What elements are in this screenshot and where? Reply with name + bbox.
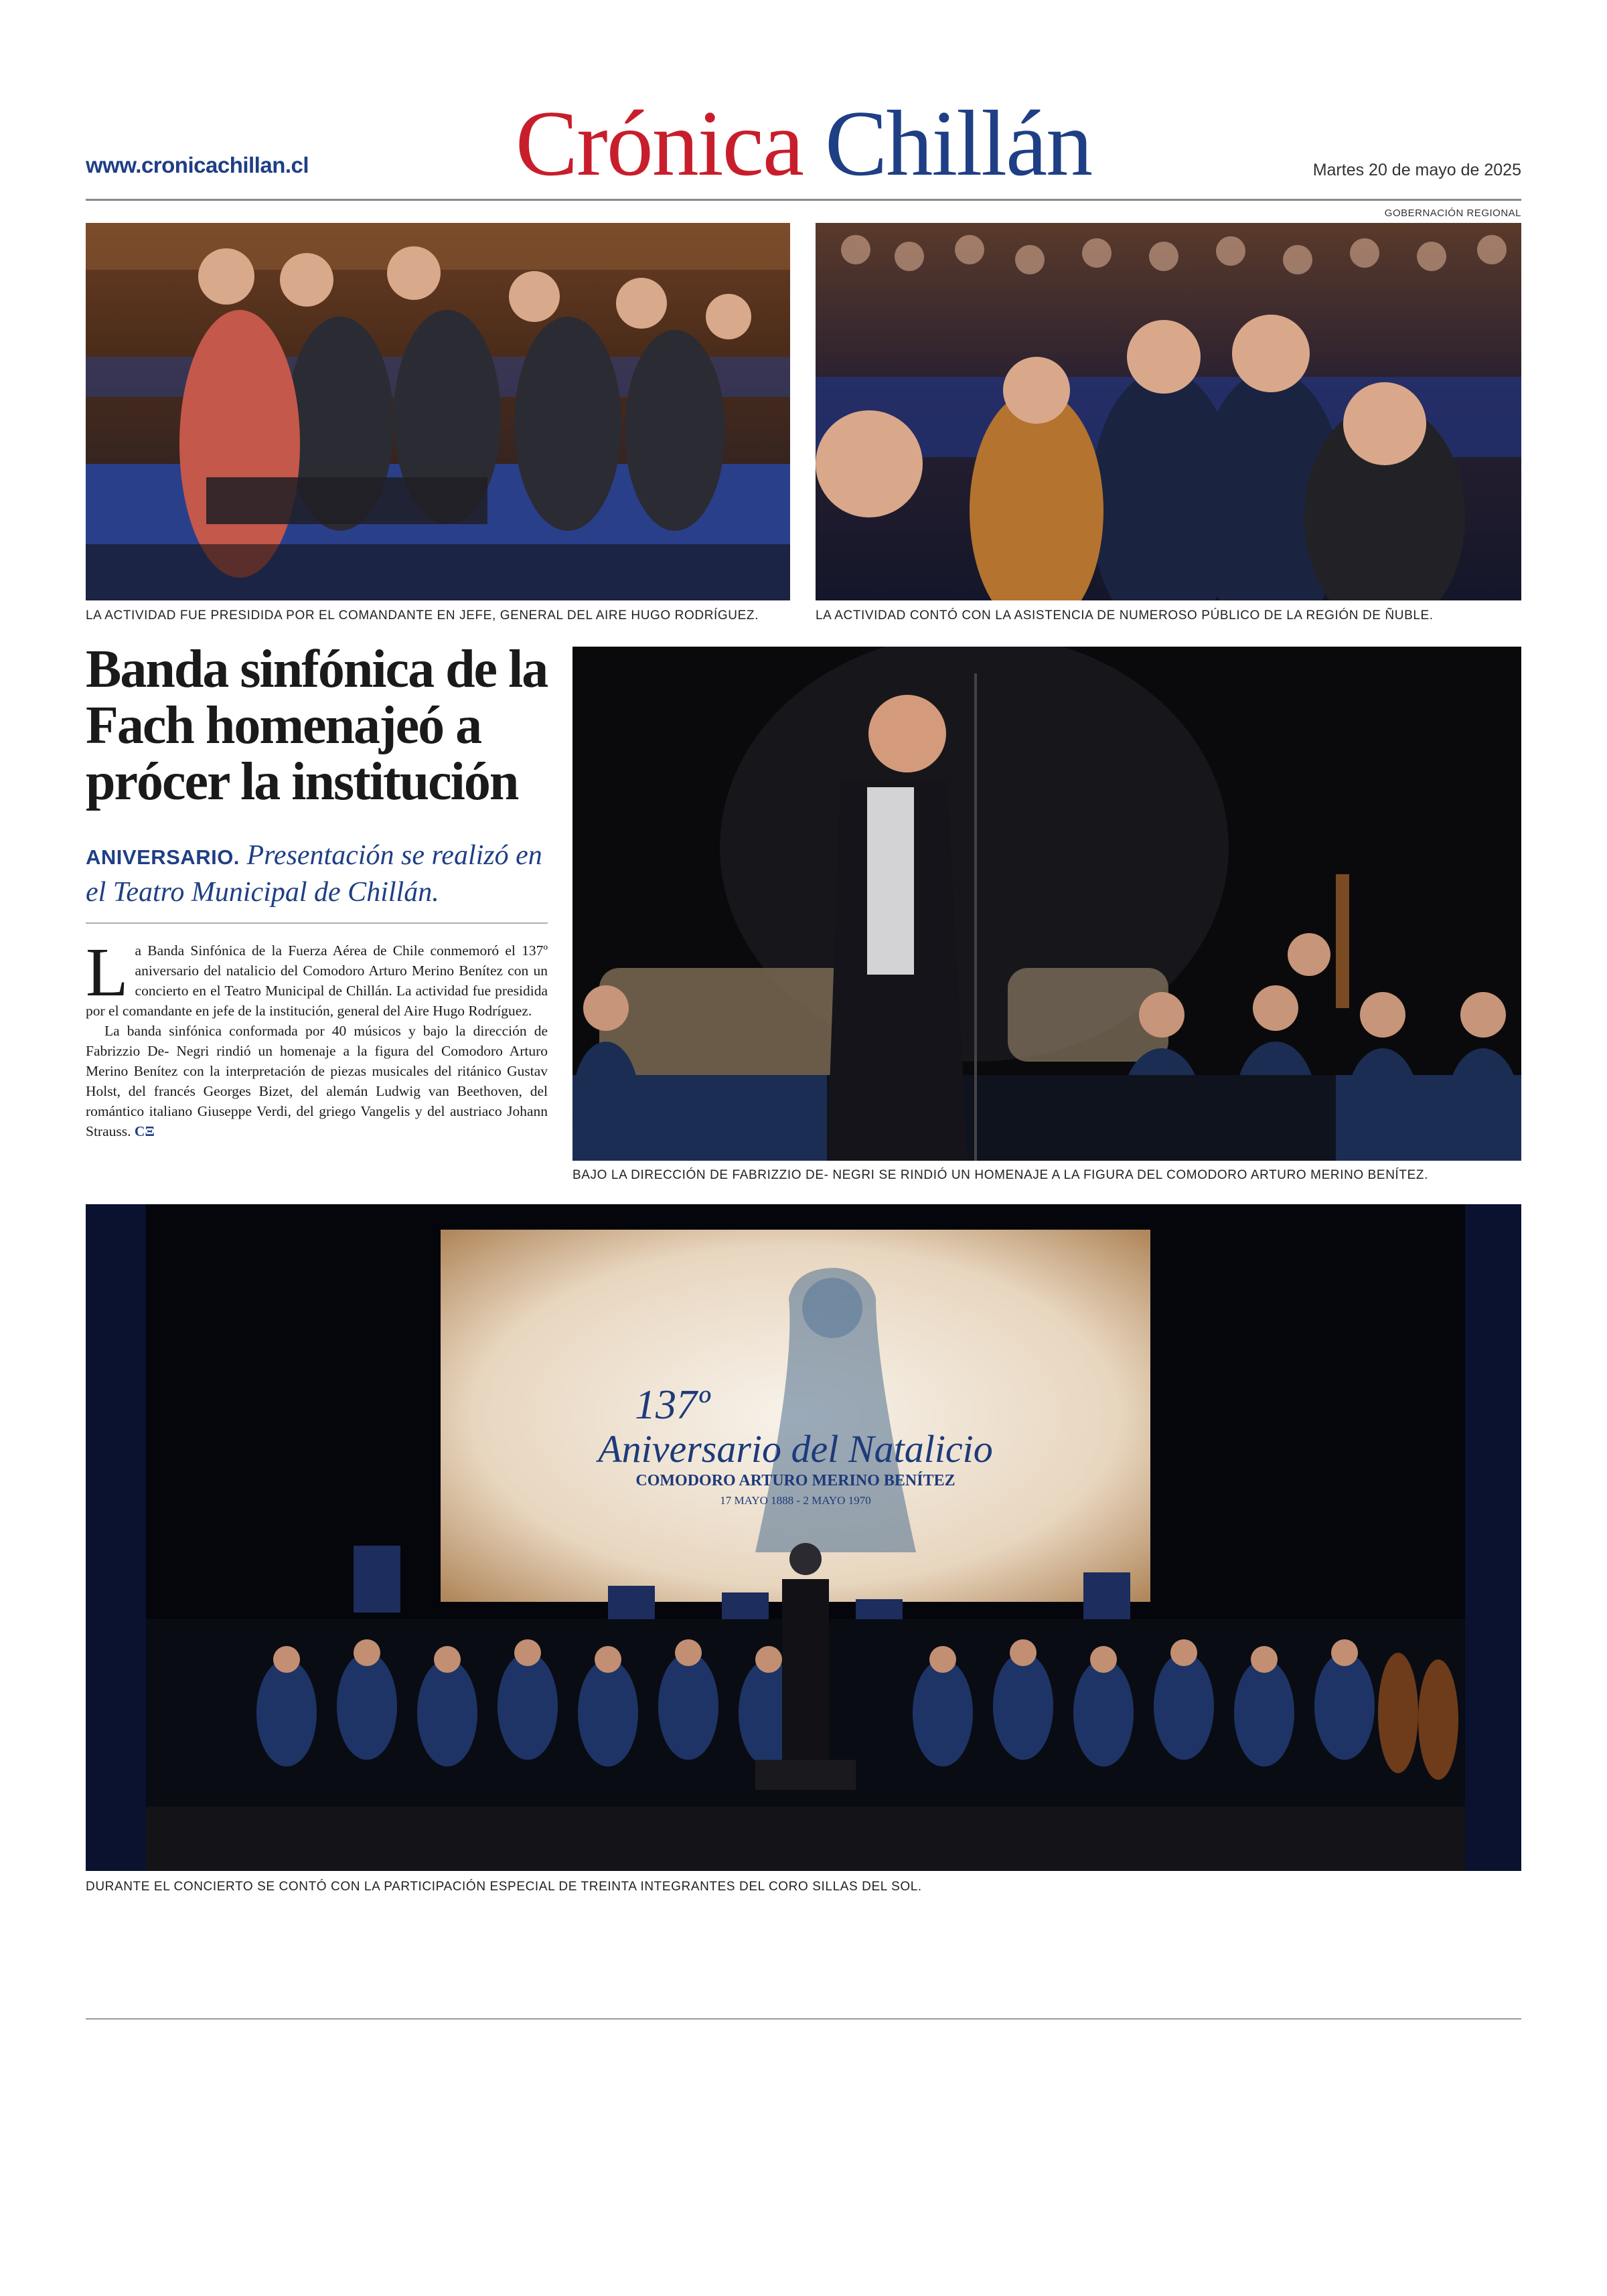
photo-audience-public bbox=[816, 223, 1521, 600]
article-body bbox=[86, 934, 548, 1141]
photo-caption: BAJO LA DIRECCIÓN DE FABRIZZIO DE- NEGRI SE RINDIÓ UN HOMENAJE A LA FIGURA DEL COMODORO ARTURO MERINO BENÍTEZ. bbox=[572, 1168, 1428, 1182]
site-url-link[interactable]: www.cronicachillan.cl bbox=[86, 153, 309, 177]
article-paragraph bbox=[86, 1021, 548, 1141]
photo-audience-officials bbox=[86, 223, 790, 600]
header-rule bbox=[86, 199, 1521, 201]
footer-rule bbox=[86, 2018, 1521, 2020]
photo-conductor-speaking bbox=[572, 647, 1521, 1161]
paragraph-text: a Banda Sinfónica de la Fuerza Aérea de Chile conmemoró el 137º aniversario del natalicio del Comodoro Arturo Merino Benítez con un concierto en el Teatro Municipal de Chillán. La actividad fue presidida por el comandante en jefe de la institución, general del Aire Hugo Rodríguez. bbox=[86, 942, 548, 1019]
paragraph-text: La banda sinfónica conformada por 40 músicos y bajo la dirección de Fabrizzio De- Negri rindió un homenaje a la figura del Comodoro Arturo Merino Benítez con la interpretación de piezas musicales del ritánico Gustav Holst, del francés Georges Bizet, del alemán Ludwig van Beethoven, del romántico italiano Giuseppe Verdi, del griego Vangelis y del austriaco Johann Strauss. bbox=[86, 1023, 548, 1139]
photo-caption: LA ACTIVIDAD CONTÓ CON LA ASISTENCIA DE NUMEROSO PÚBLICO DE LA REGIÓN DE ÑUBLE. bbox=[816, 608, 1434, 623]
article-headline: Banda sinfónica de la Fach homenajeó a prócer la institución bbox=[86, 640, 548, 811]
screen-name: COMODORO ARTURO MERINO BENÍTEZ bbox=[635, 1472, 955, 1489]
screen-title: Aniversario del Natalicio bbox=[598, 1427, 993, 1471]
screen-number: 137º bbox=[635, 1382, 710, 1428]
masthead-word-chillan: Chillán bbox=[824, 92, 1092, 195]
photo-caption: DURANTE EL CONCIERTO SE CONTÓ CON LA PARTICIPACIÓN ESPECIAL DE TREINTA INTEGRANTES DEL CORO SILLAS DEL SOL. bbox=[86, 1880, 922, 1894]
publication-date: Martes 20 de mayo de 2025 bbox=[1312, 161, 1521, 179]
photo-concert-stage bbox=[86, 1204, 1521, 1871]
photo-caption: LA ACTIVIDAD FUE PRESIDIDA POR EL COMANDANTE EN JEFE, GENERAL DEL AIRE HUGO RODRÍGUEZ. bbox=[86, 608, 759, 623]
article-paragraph bbox=[86, 934, 548, 1021]
kicker-text: Presentación se realizó en el Teatro Municipal de Chillán. bbox=[86, 840, 542, 908]
article-rule bbox=[86, 922, 548, 924]
article-kicker bbox=[86, 838, 568, 910]
end-mark-icon: CΞ bbox=[134, 1123, 155, 1139]
screen-dates: 17 MAYO 1888 - 2 MAYO 1970 bbox=[720, 1494, 871, 1507]
section-tag: GOBERNACIÓN REGIONAL bbox=[1384, 208, 1521, 219]
masthead-word-cronica: Crónica bbox=[515, 92, 803, 195]
kicker-label: ANIVERSARIO. bbox=[86, 845, 240, 869]
drop-cap: L bbox=[86, 934, 129, 1011]
